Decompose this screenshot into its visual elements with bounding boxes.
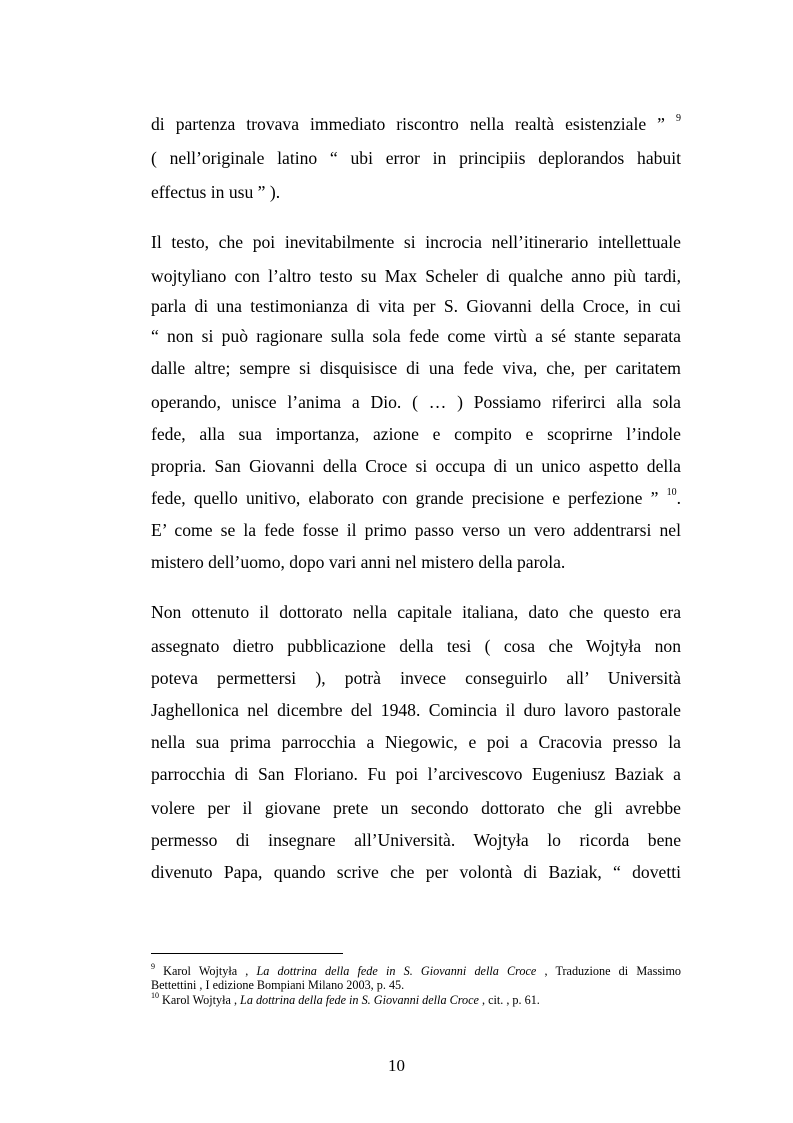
paragraph-1-line-1: di partenza trovava immediato riscontro nella realtà esistenziale ” $^9$: [151, 113, 682, 134]
paragraph-3-line-6: parrocchia di San Floriano. Fu poi l’arcivescovo Eugeniusz Baziak a: [151, 764, 681, 784]
paragraph-3-line-7: volere per il giovane prete un secondo dottorato che gli avrebbe: [151, 798, 681, 818]
paragraph-2-line-11: mistero dell’uomo, dopo vari anni nel mistero della parola.: [151, 552, 566, 572]
paragraph-2-line-6: operando, unisce l’anima a Dio. ( … ) Possiamo riferirci alla sola: [151, 392, 681, 412]
paragraph-3-line-4: Jaghellonica nel dicembre del 1948. Comincia il duro lavoro pastorale: [151, 700, 681, 720]
paragraph-2-line-9: fede, quello unitivo, elaborato con grande precisione e perfezione ” $^{10}$.: [151, 487, 681, 508]
paragraph-2-line-8: propria. San Giovanni della Croce si occupa di un unico aspetto della: [151, 456, 681, 476]
footnote-separator: [151, 953, 343, 954]
footnote-9-line-1: $^9$ Karol Wojtyła , La dottrina della fede in S. Giovanni della Croce , Traduzione di Massimo: [151, 961, 682, 978]
paragraph-3-line-3: poteva permettersi ), potrà invece conseguirlo all’ Università: [151, 668, 681, 688]
footnote-ref-10[interactable]: 10: [666, 487, 677, 499]
paragraph-2-line-2: wojtyliano con l’altro testo su Max Scheler di qualche anno più tardi,: [151, 266, 681, 286]
paragraph-2-line-10: E’ come se la fede fosse il primo passo verso un vero addentrarsi nel: [151, 520, 681, 540]
paragraph-2-line-1: Il testo, che poi inevitabilmente si incrocia nell’itinerario intellettuale: [151, 232, 681, 252]
paragraph-1-line-3: effectus in usu ” ).: [151, 182, 281, 202]
paragraph-1-line-2: ( nell’originale latino “ ubi error in principiis deplorandos habuit: [151, 148, 681, 168]
footnote-ref-9[interactable]: 9: [676, 113, 682, 125]
footnote-10: $^{10}$ Karol Wojtyła , La dottrina della fede in S. Giovanni della Croce , cit. , p. 61.: [151, 990, 540, 1007]
paragraph-2-line-5: dalle altre; sempre si disquisisce di una fede viva, che, per caritatem: [151, 358, 681, 378]
paragraph-3-line-1: Non ottenuto il dottorato nella capitale italiana, dato che questo era: [151, 602, 681, 622]
paragraph-2-line-7: fede, alla sua importanza, azione e compito e scoprirne l’indole: [151, 424, 681, 444]
paragraph-3-line-2: assegnato dietro pubblicazione della tesi ( cosa che Wojtyła non: [151, 636, 681, 656]
paragraph-2-line-3: parla di una testimonianza di vita per S. Giovanni della Croce, in cui: [151, 296, 681, 316]
footnote-10-title: La dottrina della fede in S. Giovanni della Croce: [240, 993, 479, 1007]
page-number: 10: [388, 1056, 405, 1075]
paragraph-2-line-4: “ non si può ragionare sulla sola fede come virtù a sé stante separata: [151, 326, 681, 346]
paragraph-3-line-8: permesso di insegnare all’Università. Wojtyła lo ricorda bene: [151, 830, 681, 850]
paragraph-3-line-5: nella sua prima parrocchia a Niegowic, e poi a Cracovia presso la: [151, 732, 681, 752]
paragraph-3-line-9: divenuto Papa, quando scrive che per volontà di Baziak, “ dovetti: [151, 862, 681, 882]
footnote-9-line-2: Bettettini , I edizione Bompiani Milano 2003, p. 45.: [151, 978, 405, 992]
footnote-9-title: La dottrina della fede in S. Giovanni della Croce: [256, 964, 537, 978]
